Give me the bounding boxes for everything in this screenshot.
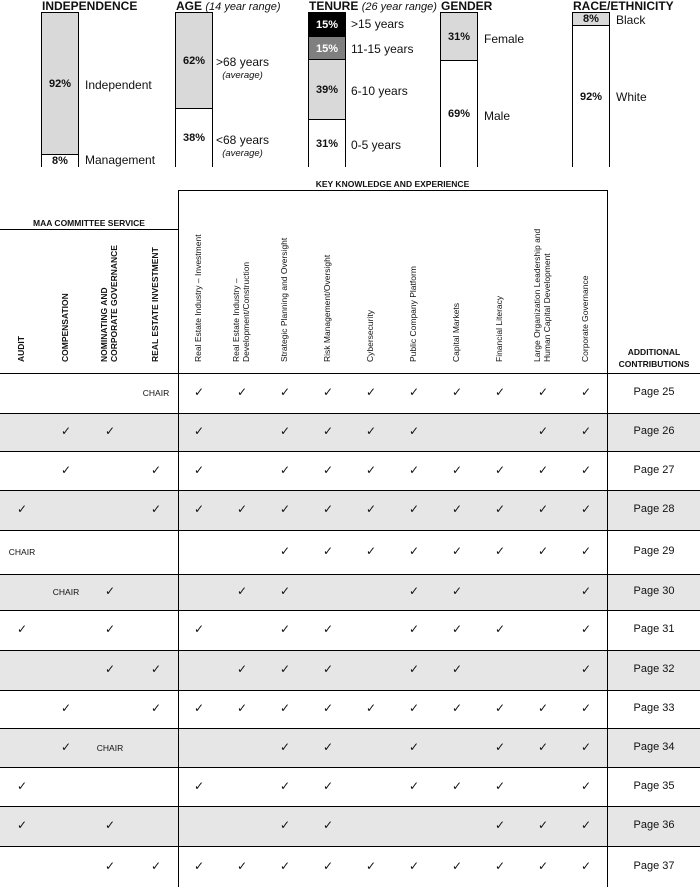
check-icon: ✓ bbox=[150, 701, 162, 715]
age-under-sub: (average) bbox=[222, 148, 263, 159]
check-icon: ✓ bbox=[104, 424, 116, 438]
check-icon: ✓ bbox=[580, 662, 592, 676]
check-icon: ✓ bbox=[279, 858, 291, 873]
tenure-6-10-segment: 39% bbox=[309, 59, 345, 120]
check-icon: ✓ bbox=[494, 502, 506, 516]
independence-title: INDEPENDENCE bbox=[42, 0, 138, 13]
check-icon: ✓ bbox=[365, 462, 377, 477]
row-divider bbox=[0, 728, 700, 729]
check-icon: ✓ bbox=[193, 462, 205, 477]
row-divider bbox=[0, 806, 700, 807]
committee-col-0-line: AUDIT bbox=[16, 336, 26, 362]
table-row bbox=[0, 413, 700, 451]
knowledge-col-1 bbox=[231, 212, 251, 362]
check-icon: ✓ bbox=[279, 385, 291, 399]
check-icon: ✓ bbox=[104, 584, 116, 598]
check-icon: ✓ bbox=[322, 739, 334, 754]
check-icon: ✓ bbox=[60, 424, 72, 438]
table-row bbox=[0, 373, 700, 413]
check-icon: ✓ bbox=[408, 701, 420, 715]
committee-col-2 bbox=[99, 212, 119, 362]
check-icon: ✓ bbox=[193, 502, 205, 516]
check-icon: ✓ bbox=[365, 858, 377, 873]
male-label: Male bbox=[484, 109, 511, 123]
gender-bar bbox=[440, 12, 478, 167]
committee-col-3 bbox=[150, 212, 164, 362]
knowledge-col-0-line: Real Estate Industry – Investment bbox=[193, 234, 203, 362]
page-reference: Page 28 bbox=[633, 503, 675, 515]
age-under-text: <68 years bbox=[216, 133, 270, 147]
check-icon: ✓ bbox=[322, 502, 334, 516]
check-icon: ✓ bbox=[580, 462, 592, 477]
table-row bbox=[0, 806, 700, 846]
chair-label: CHAIR bbox=[52, 587, 80, 597]
row-divider bbox=[0, 650, 700, 651]
check-icon: ✓ bbox=[537, 739, 549, 754]
check-icon: ✓ bbox=[150, 462, 162, 477]
page-reference: Page 33 bbox=[633, 702, 675, 714]
row-divider bbox=[0, 373, 700, 374]
check-icon: ✓ bbox=[16, 818, 28, 832]
age-under-segment: 38% bbox=[176, 108, 212, 167]
independent-label: Independent bbox=[85, 78, 152, 92]
check-icon: ✓ bbox=[365, 544, 377, 558]
knowledge-col-6 bbox=[451, 212, 465, 362]
check-icon: ✓ bbox=[193, 622, 205, 636]
page-reference: Page 27 bbox=[633, 463, 675, 476]
check-icon: ✓ bbox=[150, 502, 162, 516]
age-bar bbox=[175, 12, 213, 167]
female-segment: 31% bbox=[441, 13, 477, 60]
age-over-sub: (average) bbox=[222, 70, 263, 81]
knowledge-col-0 bbox=[193, 212, 207, 362]
white-label: White bbox=[616, 90, 647, 104]
check-icon: ✓ bbox=[537, 858, 549, 873]
knowledge-col-9-line: Corporate Governance bbox=[580, 275, 590, 362]
check-icon: ✓ bbox=[494, 701, 506, 715]
knowledge-col-4 bbox=[365, 212, 379, 362]
check-icon: ✓ bbox=[150, 858, 162, 873]
check-icon: ✓ bbox=[537, 818, 549, 832]
check-icon: ✓ bbox=[451, 385, 463, 399]
row-divider bbox=[0, 451, 700, 452]
check-icon: ✓ bbox=[451, 462, 463, 477]
knowledge-col-7 bbox=[494, 212, 508, 362]
knowledge-col-3-line: Risk Management/Oversight bbox=[322, 254, 332, 362]
vertical-rule bbox=[178, 190, 179, 887]
knowledge-col-1-line: Real Estate Industry – bbox=[231, 278, 241, 362]
row-divider bbox=[0, 530, 700, 531]
page-reference: Page 37 bbox=[633, 859, 675, 872]
additional-contributions-header bbox=[608, 346, 700, 370]
check-icon: ✓ bbox=[580, 858, 592, 873]
check-icon: ✓ bbox=[408, 385, 420, 399]
committee-col-2-line: NOMINATING AND bbox=[99, 287, 109, 362]
knowledge-col-3 bbox=[322, 212, 336, 362]
check-icon: ✓ bbox=[494, 778, 506, 793]
knowledge-col-7-line: Financial Literacy bbox=[494, 295, 504, 362]
check-icon: ✓ bbox=[236, 858, 248, 873]
check-icon: ✓ bbox=[494, 544, 506, 558]
check-icon: ✓ bbox=[104, 622, 116, 636]
check-icon: ✓ bbox=[193, 858, 205, 873]
chair-label: CHAIR bbox=[142, 388, 170, 398]
knowledge-col-9 bbox=[580, 212, 594, 362]
check-icon: ✓ bbox=[580, 818, 592, 832]
age-range: (14 year range) bbox=[205, 1, 281, 13]
tenure-0-5-segment: 31% bbox=[309, 119, 345, 167]
knowledge-col-4-line: Cybersecurity bbox=[365, 310, 375, 362]
check-icon: ✓ bbox=[279, 778, 291, 793]
age-over-text: >68 years bbox=[216, 55, 270, 69]
committee-col-1 bbox=[60, 212, 74, 362]
knowledge-col-8-line: Human Capital Development bbox=[542, 253, 552, 362]
male-segment: 69% bbox=[441, 60, 477, 167]
check-icon: ✓ bbox=[365, 701, 377, 715]
age-over-label bbox=[216, 55, 269, 83]
check-icon: ✓ bbox=[580, 778, 592, 793]
check-icon: ✓ bbox=[193, 385, 205, 399]
row-divider bbox=[0, 610, 700, 611]
committee-col-0 bbox=[16, 212, 30, 362]
check-icon: ✓ bbox=[322, 385, 334, 399]
check-icon: ✓ bbox=[408, 462, 420, 477]
check-icon: ✓ bbox=[60, 701, 72, 715]
check-icon: ✓ bbox=[580, 739, 592, 754]
check-icon: ✓ bbox=[494, 462, 506, 477]
check-icon: ✓ bbox=[279, 584, 291, 598]
tenure-range: (26 year range) bbox=[361, 1, 437, 13]
check-icon: ✓ bbox=[451, 584, 463, 598]
check-icon: ✓ bbox=[279, 462, 291, 477]
knowledge-col-5 bbox=[408, 212, 422, 362]
race-bar bbox=[572, 12, 610, 167]
check-icon: ✓ bbox=[451, 502, 463, 516]
check-icon: ✓ bbox=[408, 739, 420, 754]
knowledge-col-2-line: Strategic Planning and Oversight bbox=[279, 237, 289, 362]
table-row bbox=[0, 451, 700, 490]
age-title-text: AGE bbox=[176, 0, 203, 13]
check-icon: ✓ bbox=[537, 544, 549, 558]
check-icon: ✓ bbox=[494, 739, 506, 754]
check-icon: ✓ bbox=[104, 818, 116, 832]
chair-label: CHAIR bbox=[96, 742, 124, 753]
check-icon: ✓ bbox=[60, 739, 72, 754]
knowledge-col-1-line: Development/Construction bbox=[241, 261, 251, 362]
check-icon: ✓ bbox=[236, 502, 248, 516]
check-icon: ✓ bbox=[408, 622, 420, 636]
check-icon: ✓ bbox=[580, 701, 592, 715]
management-label: Management bbox=[85, 153, 156, 167]
check-icon: ✓ bbox=[279, 502, 291, 516]
check-icon: ✓ bbox=[322, 701, 334, 715]
committee-col-3-line: REAL ESTATE INVESTMENT bbox=[150, 247, 160, 362]
check-icon: ✓ bbox=[451, 701, 463, 715]
check-icon: ✓ bbox=[408, 544, 420, 558]
check-icon: ✓ bbox=[537, 701, 549, 715]
independent-segment: 92% bbox=[42, 13, 78, 154]
committee-col-1-line: COMPENSATION bbox=[60, 293, 70, 362]
check-icon: ✓ bbox=[408, 584, 420, 598]
knowledge-col-5-line: Public Company Platform bbox=[408, 266, 418, 362]
check-icon: ✓ bbox=[279, 739, 291, 754]
age-under-label bbox=[216, 133, 269, 161]
check-icon: ✓ bbox=[16, 622, 28, 636]
check-icon: ✓ bbox=[236, 662, 248, 676]
check-icon: ✓ bbox=[494, 858, 506, 873]
tenure-title-text: TENURE bbox=[309, 0, 359, 13]
check-icon: ✓ bbox=[451, 662, 463, 676]
page-reference: Page 30 bbox=[633, 585, 675, 597]
check-icon: ✓ bbox=[322, 662, 334, 676]
table-row bbox=[0, 728, 700, 767]
knowledge-col-2 bbox=[279, 212, 293, 362]
black-segment: 8% bbox=[573, 13, 609, 25]
check-icon: ✓ bbox=[580, 424, 592, 438]
check-icon: ✓ bbox=[580, 622, 592, 636]
check-icon: ✓ bbox=[451, 778, 463, 793]
committee-col-2-line: CORPORATE GOVERNANCE bbox=[109, 245, 119, 362]
chair-label: CHAIR bbox=[8, 547, 36, 557]
check-icon: ✓ bbox=[104, 662, 116, 676]
tenure-over15-segment: 15% bbox=[309, 13, 345, 36]
check-icon: ✓ bbox=[279, 424, 291, 438]
age-over-segment: 62% bbox=[176, 13, 212, 108]
row-divider bbox=[0, 846, 700, 847]
page-reference: Page 32 bbox=[633, 663, 675, 675]
row-divider bbox=[0, 767, 700, 768]
tenure-11-15-label: 11-15 years bbox=[351, 42, 414, 56]
check-icon: ✓ bbox=[494, 385, 506, 399]
page-reference: Page 34 bbox=[633, 740, 675, 753]
check-icon: ✓ bbox=[279, 544, 291, 558]
table-row bbox=[0, 690, 700, 728]
black-label: Black bbox=[616, 13, 646, 27]
check-icon: ✓ bbox=[365, 502, 377, 516]
page-reference: Page 35 bbox=[633, 779, 675, 792]
page-reference: Page 36 bbox=[633, 819, 675, 831]
check-icon: ✓ bbox=[537, 424, 549, 438]
check-icon: ✓ bbox=[580, 584, 592, 598]
check-icon: ✓ bbox=[236, 701, 248, 715]
knowledge-col-6-line: Capital Markets bbox=[451, 302, 461, 362]
check-icon: ✓ bbox=[322, 544, 334, 558]
check-icon: ✓ bbox=[322, 424, 334, 438]
additional-header-line1: ADDITIONAL bbox=[627, 347, 681, 357]
check-icon: ✓ bbox=[408, 424, 420, 438]
check-icon: ✓ bbox=[279, 701, 291, 715]
check-icon: ✓ bbox=[365, 385, 377, 399]
independence-bar bbox=[41, 12, 79, 167]
check-icon: ✓ bbox=[451, 544, 463, 558]
check-icon: ✓ bbox=[451, 622, 463, 636]
tenure-over15-label: >15 years bbox=[351, 17, 405, 31]
check-icon: ✓ bbox=[16, 778, 28, 793]
check-icon: ✓ bbox=[408, 778, 420, 793]
row-divider bbox=[0, 413, 700, 414]
key-knowledge-header: KEY KNOWLEDGE AND EXPERIENCE bbox=[315, 179, 470, 189]
check-icon: ✓ bbox=[365, 424, 377, 438]
additional-header-line2: CONTRIBUTIONS bbox=[618, 359, 690, 369]
check-icon: ✓ bbox=[537, 462, 549, 477]
table-row bbox=[0, 650, 700, 690]
check-icon: ✓ bbox=[537, 385, 549, 399]
check-icon: ✓ bbox=[408, 502, 420, 516]
check-icon: ✓ bbox=[451, 858, 463, 873]
check-icon: ✓ bbox=[150, 662, 162, 676]
knowledge-col-8 bbox=[532, 212, 552, 362]
check-icon: ✓ bbox=[322, 622, 334, 636]
page-reference: Page 29 bbox=[633, 545, 675, 557]
gender-title: GENDER bbox=[441, 0, 493, 13]
table-row bbox=[0, 490, 700, 530]
check-icon: ✓ bbox=[279, 662, 291, 676]
check-icon: ✓ bbox=[580, 385, 592, 399]
table-row bbox=[0, 530, 700, 574]
check-icon: ✓ bbox=[580, 502, 592, 516]
check-icon: ✓ bbox=[236, 385, 248, 399]
check-icon: ✓ bbox=[193, 778, 205, 793]
management-segment: 8% bbox=[42, 154, 78, 167]
table-row bbox=[0, 610, 700, 650]
check-icon: ✓ bbox=[408, 662, 420, 676]
knowledge-col-8-line: Large Organization Leadership and bbox=[532, 228, 542, 362]
tenure-bar bbox=[308, 12, 346, 167]
page-reference: Page 26 bbox=[633, 425, 675, 437]
check-icon: ✓ bbox=[322, 818, 334, 832]
vertical-rule bbox=[607, 190, 608, 887]
check-icon: ✓ bbox=[16, 502, 28, 516]
check-icon: ✓ bbox=[104, 858, 116, 873]
check-icon: ✓ bbox=[322, 462, 334, 477]
check-icon: ✓ bbox=[193, 701, 205, 715]
check-icon: ✓ bbox=[580, 544, 592, 558]
check-icon: ✓ bbox=[322, 858, 334, 873]
check-icon: ✓ bbox=[408, 858, 420, 873]
row-divider bbox=[0, 690, 700, 691]
horizontal-rule bbox=[178, 190, 608, 191]
check-icon: ✓ bbox=[279, 818, 291, 832]
table-row bbox=[0, 574, 700, 610]
tenure-0-5-label: 0-5 years bbox=[351, 138, 402, 152]
page-reference: Page 25 bbox=[633, 386, 675, 398]
tenure-11-15-segment: 15% bbox=[309, 36, 345, 60]
check-icon: ✓ bbox=[537, 502, 549, 516]
check-icon: ✓ bbox=[193, 424, 205, 438]
tenure-6-10-label: 6-10 years bbox=[351, 84, 408, 98]
row-divider bbox=[0, 574, 700, 575]
row-divider bbox=[0, 490, 700, 491]
check-icon: ✓ bbox=[60, 462, 72, 477]
white-segment: 92% bbox=[573, 25, 609, 167]
check-icon: ✓ bbox=[322, 778, 334, 793]
horizontal-rule bbox=[0, 229, 178, 230]
race-title: RACE/ETHNICITY bbox=[573, 0, 674, 13]
page-reference: Page 31 bbox=[633, 623, 675, 635]
female-label: Female bbox=[484, 32, 525, 46]
check-icon: ✓ bbox=[494, 622, 506, 636]
committee-service-header: MAA COMMITTEE SERVICE bbox=[33, 218, 145, 228]
check-icon: ✓ bbox=[236, 584, 248, 598]
table-row bbox=[0, 767, 700, 806]
table-row bbox=[0, 846, 700, 887]
check-icon: ✓ bbox=[494, 818, 506, 832]
check-icon: ✓ bbox=[279, 622, 291, 636]
